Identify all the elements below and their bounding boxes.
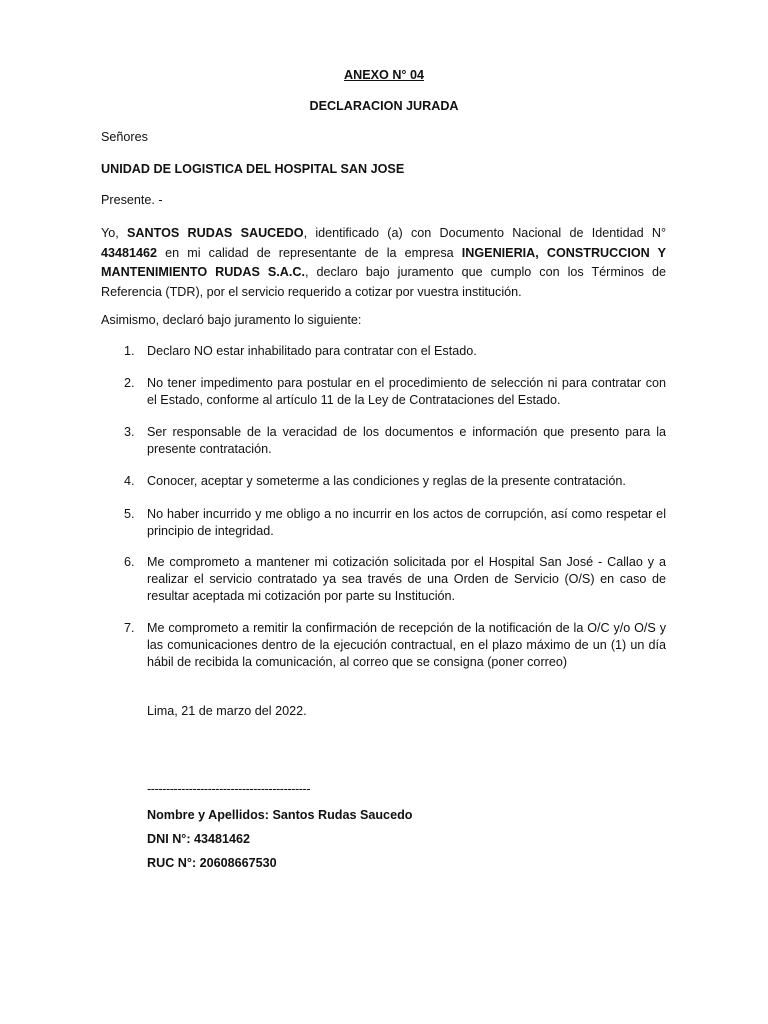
annex-title: ANEXO N° 04 bbox=[344, 68, 424, 82]
declarant-dni: 43481462 bbox=[101, 245, 158, 260]
list-item-number: 7. bbox=[124, 621, 135, 635]
list-item bbox=[124, 473, 666, 490]
intro-yo: Yo, bbox=[101, 226, 128, 240]
list-item bbox=[124, 506, 666, 540]
list-item-text: No haber incurrido y me obligo a no incurrir en los actos de corrupción, así como respetar el principio de integridad. bbox=[147, 507, 666, 538]
intro-text-2: en mi calidad de representante de la empresa bbox=[157, 245, 462, 260]
list-item-text: Declaro NO estar inhabilitado para contratar con el Estado. bbox=[147, 344, 477, 358]
presente-line: Presente. - bbox=[101, 193, 163, 207]
intro-paragraph bbox=[101, 224, 666, 302]
intro-text-3: , declaro bajo juramento que cumplo con los Términos de Referencia (TDR), por el servicio requerido a cotizar por vuestra institución. bbox=[101, 265, 666, 299]
signer-dni: DNI N°: 43481462 bbox=[147, 832, 251, 846]
list-item-number: 3. bbox=[124, 425, 135, 439]
signer-ruc: RUC N°: 20608667530 bbox=[147, 856, 277, 870]
list-item bbox=[124, 424, 666, 458]
list-item-number: 1. bbox=[124, 344, 135, 358]
list-item-text: Me comprometo a remitir la confirmación de recepción de la notificación de la O/C y/o O/S y las comunicaciones dentro de la ejecución contractual, en el plazo máximo de un (1) un día hábil de recibida la comunicación, al correo que se consigna (poner correo) bbox=[147, 621, 666, 669]
list-item-number: 5. bbox=[124, 507, 135, 521]
signer-name: Nombre y Apellidos: Santos Rudas Saucedo bbox=[147, 808, 413, 822]
signature-line: ------------------------------------------- bbox=[147, 782, 311, 796]
list-item bbox=[124, 343, 666, 360]
list-item-text: Ser responsable de la veracidad de los documentos e información que presento para la presente contratación. bbox=[147, 425, 666, 456]
list-item bbox=[124, 554, 666, 605]
asimismo-line: Asimismo, declaró bajo juramento lo siguiente: bbox=[101, 313, 362, 327]
list-item-number: 6. bbox=[124, 555, 135, 569]
intro-text-1: , identificado (a) con Documento Nacional de Identidad N° bbox=[303, 226, 666, 240]
list-item bbox=[124, 375, 666, 409]
list-item-text: No tener impedimento para postular en el procedimiento de selección ni para contratar con el Estado, conforme al artículo 11 de la Ley de Contrataciones del Estado. bbox=[147, 376, 666, 407]
declarant-name: SANTOS RUDAS SAUCEDO bbox=[127, 226, 304, 240]
salutation: Señores bbox=[101, 130, 148, 144]
list-item-number: 2. bbox=[124, 376, 135, 390]
list-item bbox=[124, 620, 666, 671]
list-item-number: 4. bbox=[124, 474, 135, 488]
date-line: Lima, 21 de marzo del 2022. bbox=[147, 704, 307, 718]
addressee: UNIDAD DE LOGISTICA DEL HOSPITAL SAN JOSE bbox=[101, 162, 405, 176]
list-item-text: Conocer, aceptar y someterme a las condiciones y reglas de la presente contratación. bbox=[147, 474, 626, 488]
company-name: INGENIERIA, CONSTRUCCION Y MANTENIMIENTO RUDAS S.A.C. bbox=[101, 245, 666, 280]
list-item-text: Me comprometo a mantener mi cotización solicitada por el Hospital San José - Callao y a realizar el servicio contratado ya sea través de una Orden de Servicio (O/S) en caso de resultar aceptada mi cotización por parte su Institución. bbox=[147, 555, 666, 603]
document-title: DECLARACION JURADA bbox=[309, 99, 459, 113]
